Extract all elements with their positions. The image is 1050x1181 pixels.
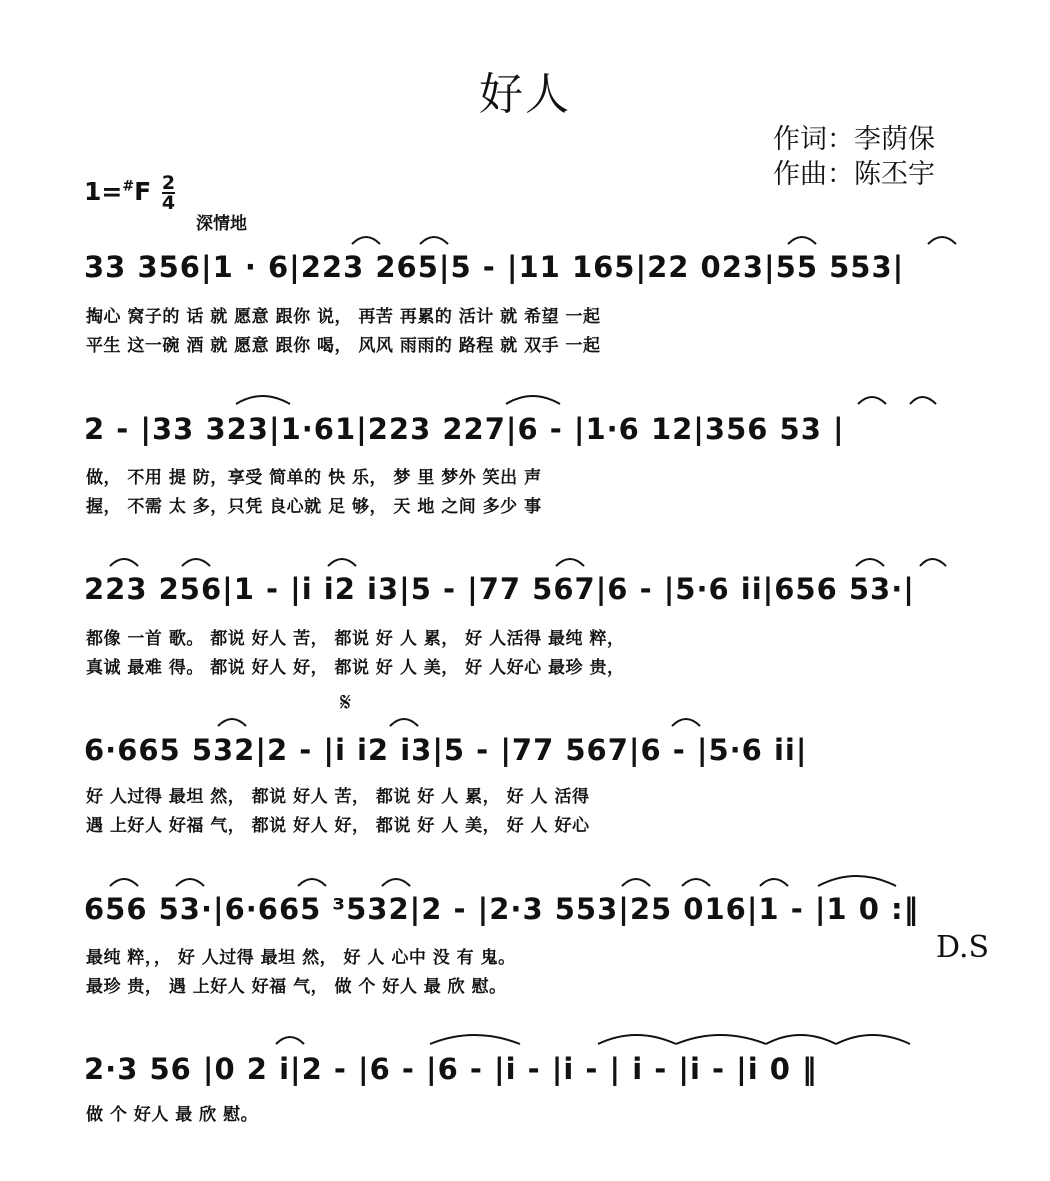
dal-segno-mark: D.S [936, 930, 990, 965]
slur-arc [928, 237, 956, 244]
song-title: 好人 [479, 69, 571, 120]
slur-arc [682, 879, 710, 886]
notation-line: 2 - |33 323|1·61|223 227|6 - |1·6 12|356 53 | [84, 412, 845, 446]
composer-credit: 作曲：陈丕宇 [773, 159, 935, 190]
slur-arc [430, 1035, 520, 1044]
slur-arc [110, 559, 138, 566]
notation-line: 6·665 532|2 - |i i2 i3|5 - |77 567|6 - |5·6 ii| [84, 733, 808, 767]
slur-arc [382, 879, 410, 886]
slur-arc [766, 1035, 836, 1044]
lyricist-credit: 作词：李荫保 [773, 124, 935, 155]
slur-arc [110, 879, 138, 886]
slur-arc [676, 1035, 766, 1044]
slur-arc [420, 237, 448, 244]
slur-arc [352, 237, 380, 244]
lyric-line: 遇 上好人 好福 气， 都说 好人 好， 都说 好 人 美， 好 人 好心 [86, 816, 590, 836]
key-prefix: 1= [84, 177, 123, 207]
slur-arc [506, 396, 560, 404]
notation-line: 223 256|1 - |i i2 i3|5 - |77 567|6 - |5·6 ii|656 53·| [84, 572, 915, 606]
lyric-line: 做 个 好人 最 欣 慰。 [86, 1105, 259, 1125]
slur-arc [598, 1035, 676, 1044]
slur-arc [818, 876, 896, 886]
slur-arc [920, 559, 946, 566]
lyric-line: 好 人过得 最坦 然， 都说 好人 苦， 都说 好 人 累， 好 人 活得 [86, 787, 590, 807]
key-note: F [134, 177, 152, 207]
slur-arc [858, 397, 886, 404]
lyric-line: 握， 不需 太 多，只凭 良心就 足 够， 天 地 之间 多少 事 [86, 497, 542, 517]
sharp-icon: # [122, 178, 135, 195]
lyric-line: 都像 一首 歌。 都说 好人 苦， 都说 好 人 累， 好 人活得 最纯 粹， [86, 629, 625, 649]
slur-arc [672, 719, 700, 726]
notation-line: 33 356|1 · 6|223 265|5 - |11 165|22 023|55 553| [84, 250, 905, 284]
notation-line: 656 53·|6·665 ³532|2 - |2·3 553|25 016|1 - |1 0 :‖ [84, 892, 920, 926]
slur-arc [856, 559, 884, 566]
time-denominator: 4 [161, 192, 176, 215]
slur-arc [760, 879, 788, 886]
slur-arc [218, 719, 246, 726]
time-numerator: 2 [161, 172, 176, 194]
slur-arc [298, 879, 326, 886]
key-signature [84, 172, 176, 215]
time-signature [161, 172, 176, 215]
slur-arc [236, 396, 290, 404]
lyric-line: 最珍 贵， 遇 上好人 好福 气， 做 个 好人 最 欣 慰。 [86, 977, 507, 997]
tempo-marking: 深情地 [196, 214, 247, 234]
lyric-line: 最纯 粹，， 好 人过得 最坦 然， 好 人 心中 没 有 鬼。 [86, 948, 516, 968]
slur-arc [176, 879, 204, 886]
lyric-line: 做， 不用 提 防，享受 简单的 快 乐， 梦 里 梦外 笑出 声 [86, 468, 542, 488]
slur-arc [836, 1035, 910, 1044]
slur-arc [622, 879, 650, 886]
slur-arc [390, 719, 418, 726]
slur-arc [788, 237, 816, 244]
slur-arc [276, 1037, 304, 1044]
slur-arc [182, 559, 210, 566]
lyric-line: 真诚 最难 得。 都说 好人 好， 都说 好 人 美， 好 人好心 最珍 贵， [86, 658, 625, 678]
slur-arc [556, 559, 584, 566]
lyric-line: 掏心 窝子的 话 就 愿意 跟你 说， 再苦 再累的 活计 就 希望 一起 [86, 307, 601, 327]
slur-arc [910, 397, 936, 404]
notation-line: 2·3 56 |0 2 i|2 - |6 - |6 - |i - |i - | i - |i - |i 0 ‖ [84, 1052, 818, 1086]
segno-icon: 𝄋 [340, 688, 352, 718]
lyric-line: 平生 这一碗 酒 就 愿意 跟你 喝， 风风 雨雨的 路程 就 双手 一起 [86, 336, 601, 356]
slur-arc [328, 559, 356, 566]
